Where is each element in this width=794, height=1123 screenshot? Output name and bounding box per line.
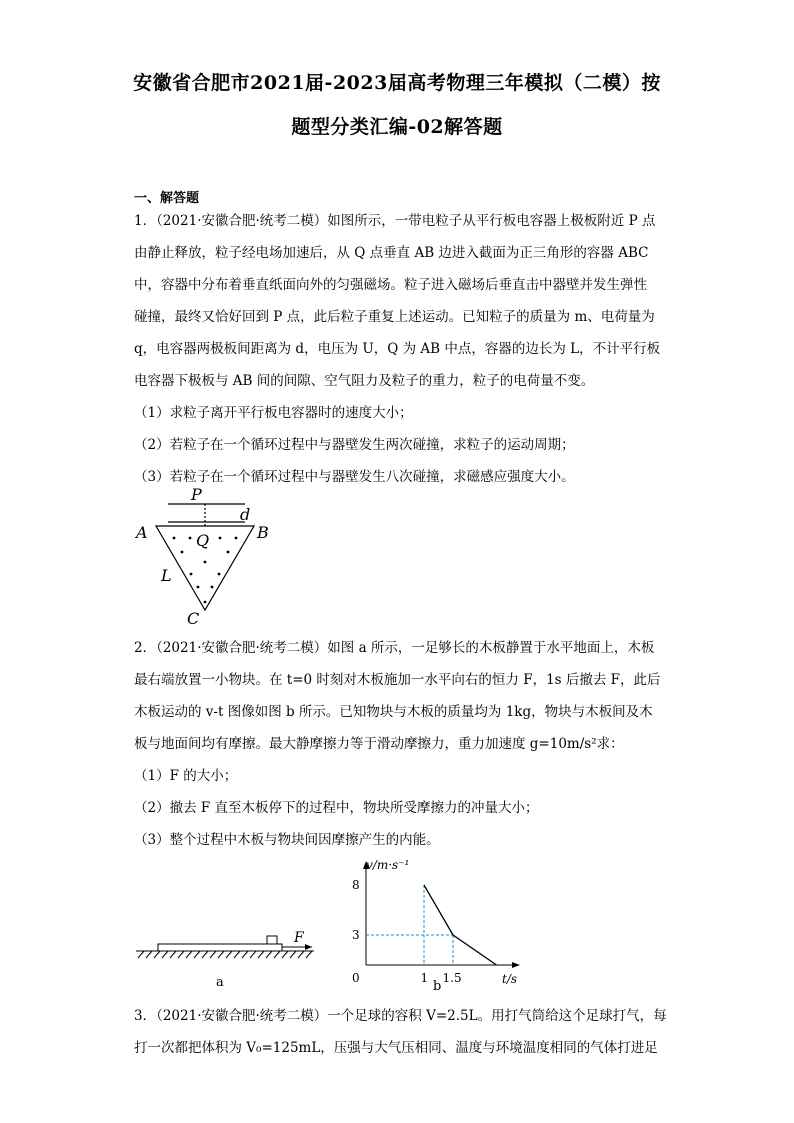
text-line: 由静止释放，粒子经电场加速后，从 Q 点垂直 AB 边进入截面为正三角形的容器 ABC bbox=[134, 245, 649, 261]
text-line: 中，容器中分布着垂直纸面向外的匀强磁场。粒子进入磁场后垂直击中器壁并发生弹性 bbox=[134, 277, 647, 293]
force-arrow-head bbox=[305, 944, 312, 950]
text-line: （3）若粒子在一个循环过程中与器壁发生八次碰撞，求磁感应强度大小。 bbox=[134, 469, 575, 485]
y-tick-label: 3 bbox=[352, 928, 360, 942]
text-line: （3）整个过程中木板与物块间因摩擦产生的内能。 bbox=[134, 832, 440, 848]
vt-chart bbox=[330, 855, 530, 993]
text-line: q，电容器两极板间距离为 d，电压为 U，Q 为 AB 中点，容器的边长为 L，不计平行板 bbox=[134, 341, 661, 357]
text-line: 电容器下极板与 AB 间的间隙、空气阻力及粒子的重力，粒子的电荷量不变。 bbox=[134, 373, 595, 389]
text-line: （1）求粒子离开平行板电容器时的速度大小； bbox=[134, 405, 413, 421]
x-axis-label: t/s bbox=[502, 972, 518, 986]
text-line: 打一次都把体积为 V₀=125mL，压强与大气压相同、温度与环境温度相同的气体打进足 bbox=[134, 1040, 658, 1056]
x-axis-arrow bbox=[512, 962, 520, 968]
section-heading: 一、解答题 bbox=[134, 191, 200, 206]
text-line: 1．（2021·安徽合肥·统考二模）如图所示，一带电粒子从平行板电容器上极板附近 P 点 bbox=[134, 213, 656, 229]
page-title-line-2: 题型分类汇编-02解答题 bbox=[291, 116, 503, 138]
text-line: 板与地面间均有摩擦。最大静摩擦力等于滑动摩擦力，重力加速度 g=10m/s²求： bbox=[134, 736, 624, 752]
x-tick-label: 1.5 bbox=[442, 971, 462, 985]
label-p: P bbox=[191, 485, 202, 504]
text-line: （2）撤去 F 直至木板停下的过程中，物块所受摩擦力的冲量大小； bbox=[134, 800, 539, 816]
y-tick-label: 8 bbox=[352, 878, 360, 892]
text-line: 3．（2021·安徽合肥·统考二模）一个足球的容积 V=2.5L。用打气筒给这个足球打气，每 bbox=[134, 1008, 667, 1024]
ground-hatch bbox=[138, 951, 312, 958]
series-line bbox=[424, 885, 497, 965]
triangle-container-figure bbox=[130, 484, 280, 630]
text-line: 最右端放置一小物块。在 t=0 时刻对木板施加一水平向右的恒力 F，1s 后撤去 F，此后 bbox=[134, 672, 661, 688]
block bbox=[267, 936, 277, 944]
caption-a: a bbox=[216, 975, 224, 990]
text-line: （1）F 的大小； bbox=[134, 768, 238, 784]
label-c: C bbox=[187, 609, 200, 628]
text-line: 木板运动的 v-t 图像如图 b 所示。已知物块与木板的质量均为 1kg，物块与木板间及木 bbox=[134, 704, 653, 720]
text-line: 2．（2021·安徽合肥·统考二模）如图 a 所示，一足够长的木板静置于水平地面上，木板 bbox=[134, 640, 655, 656]
caption-b: b bbox=[433, 979, 442, 993]
label-a: A bbox=[136, 523, 148, 542]
board-figure-a bbox=[134, 926, 324, 992]
label-d: d bbox=[240, 505, 251, 524]
page-title-line-1: 安徽省合肥市2021届-2023届高考物理三年模拟（二模）按 bbox=[133, 72, 661, 94]
label-b: B bbox=[257, 523, 269, 542]
text-line: 碰撞，最终又恰好回到 P 点，此后粒子重复上述运动。已知粒子的质量为 m、电荷量为 bbox=[134, 309, 655, 325]
y-axis-label: v/m·s⁻¹ bbox=[366, 858, 410, 872]
label-force: F bbox=[294, 930, 304, 946]
text-line: （2）若粒子在一个循环过程中与器壁发生两次碰撞，求粒子的运动周期； bbox=[134, 437, 575, 453]
label-q: Q bbox=[196, 531, 210, 550]
x-tick-label: 0 bbox=[352, 971, 360, 985]
board bbox=[158, 944, 282, 951]
question-1-text bbox=[134, 205, 662, 493]
question-2-text bbox=[134, 632, 662, 856]
x-tick-label: 1 bbox=[420, 971, 429, 985]
question-3-text bbox=[134, 1000, 667, 1064]
label-l: L bbox=[161, 566, 172, 585]
